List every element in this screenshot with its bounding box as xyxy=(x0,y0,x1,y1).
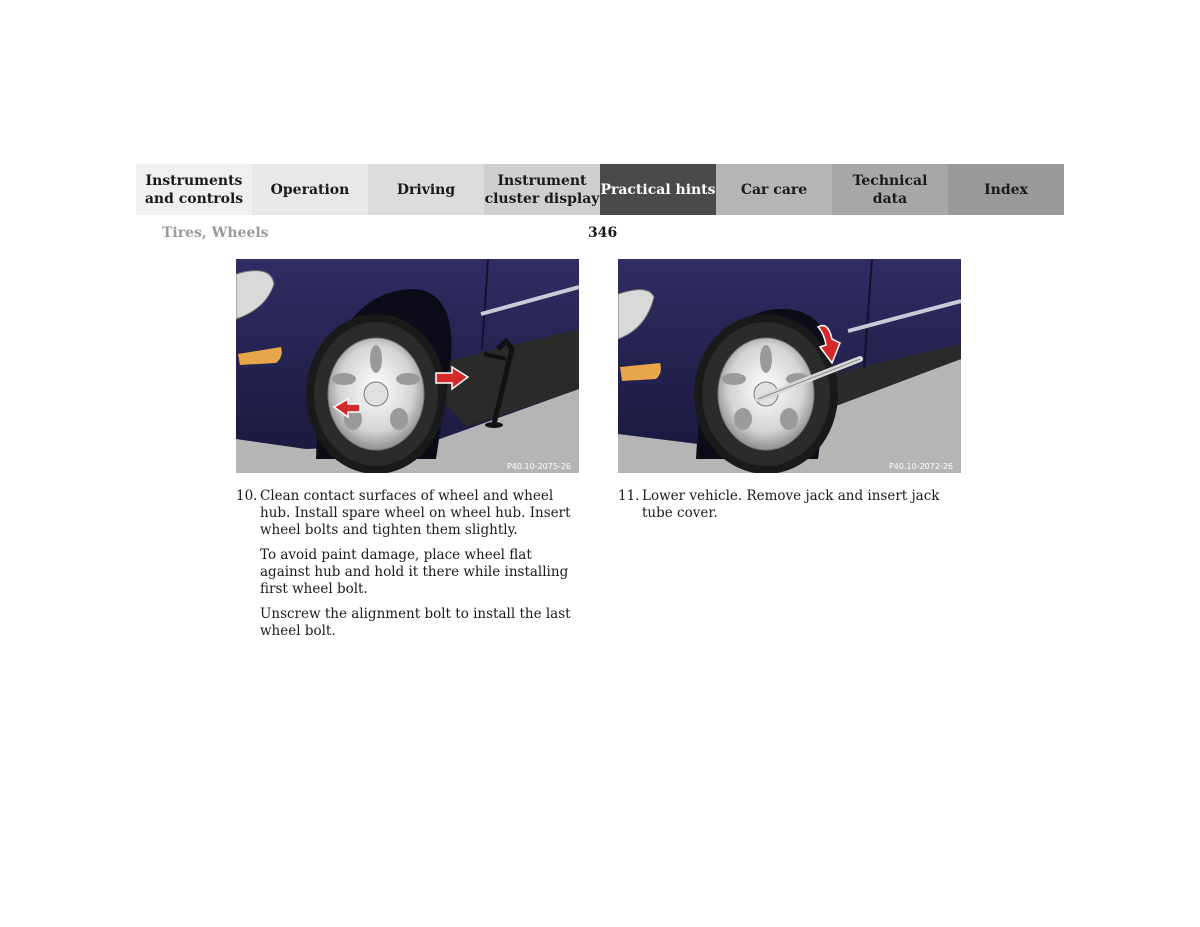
chapter-nav xyxy=(136,164,1064,215)
page-number: 346 xyxy=(588,225,618,241)
tab-instruments-and-controls[interactable]: Instruments and controls xyxy=(136,164,252,215)
tab-index[interactable]: Index xyxy=(948,164,1064,215)
figure-lower-vehicle xyxy=(618,259,961,473)
step-paragraph: Clean contact surfaces of wheel and wheel hub. Install spare wheel on wheel hub. Insert wheel bolts and tighten them slightly. xyxy=(260,488,571,538)
tab-instrument-cluster-display[interactable]: Instrument cluster display xyxy=(484,164,600,215)
step-number: 10. xyxy=(236,488,258,504)
wheel-install-illustration xyxy=(236,259,579,473)
figure-code: P40.10-2072-26 xyxy=(888,462,953,471)
figure-code: P40.10-2075-26 xyxy=(506,462,571,471)
figure-install-wheel xyxy=(236,259,579,473)
lower-vehicle-illustration xyxy=(618,259,961,473)
tab-operation[interactable]: Operation xyxy=(252,164,368,215)
step-paragraph: To avoid paint damage, place wheel flat against hub and hold it there while installing first wheel bolt. xyxy=(260,547,569,597)
tab-car-care[interactable]: Car care xyxy=(716,164,832,215)
tab-practical-hints[interactable]: Practical hints xyxy=(600,164,716,215)
step-paragraph: Unscrew the alignment bolt to install the last wheel bolt. xyxy=(260,606,571,639)
step-number: 11. xyxy=(618,488,640,504)
section-title: Tires, Wheels xyxy=(162,225,269,241)
step-paragraph: Lower vehicle. Remove jack and insert jack tube cover. xyxy=(642,488,940,521)
tab-driving[interactable]: Driving xyxy=(368,164,484,215)
tab-technical-data[interactable]: Technical data xyxy=(832,164,948,215)
